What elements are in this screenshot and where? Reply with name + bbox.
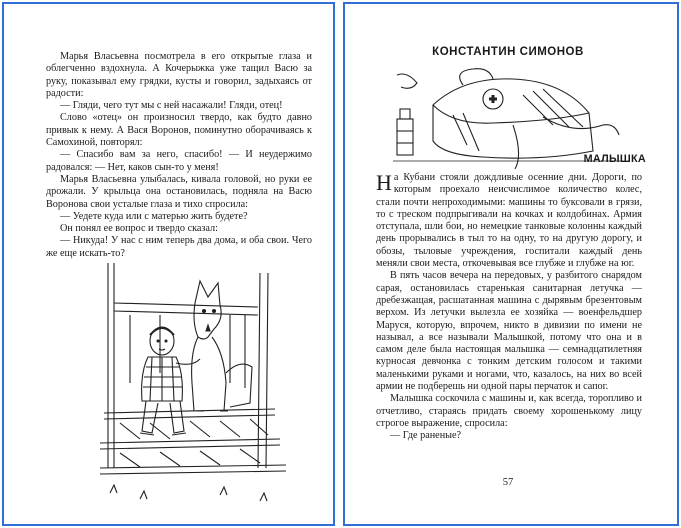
book-gutter — [336, 0, 342, 528]
paragraph: — Спасибо вам за него, спасибо! — И неудержимо радовался: — Нет, каков сын-то у меня! — [46, 149, 312, 173]
paragraph: — Гляди, чего тут мы с ней насажали! Гляди, отец! — [60, 100, 283, 112]
paragraph — [376, 172, 642, 270]
paragraph: Марья Власьевна улыбалась, кивала головой, но руки ее дрожали. У крыльца она остановилась, подняла на Васю Воронова свои усталые глаза и тихо спросила: — [46, 173, 312, 210]
paragraph: — Никуда! У нас с ним теперь два дома, и оба свои. Чего же еще искать-то? — [46, 235, 312, 259]
illustration-boy-and-dog — [100, 263, 290, 513]
paragraph: Он понял ее вопрос и твердо сказал: — [60, 223, 218, 235]
paragraph: — Где раненые? — [390, 430, 462, 442]
drop-cap: Н — [376, 170, 392, 195]
paragraph: — Уедете куда или с матерью жить будете? — [60, 210, 248, 222]
story-title: МАЛЫШКА — [583, 153, 646, 165]
paragraph-text: а Кубани стояли дождливые осенние дни. Дороги, по которым проехало неисчислимое количество колес, стали почти непроходимыми: машины то буксовали в грязи, то с треском подпрыгивали на кочках и колдобинах. Армия отступала, шли бои, но немецкие танковые колонны каждый день прорывались в тыл то на одну, то на другую дорогу, и обозы, тыловые учреждения, госпитали каждый день меняли свои места, откочевывая все глубже и глубже на юг. — [376, 172, 642, 270]
paragraph: Марья Власьевна посмотрела в его открытые глаза и облегченно вздохнула. А Кочерыжка уже тащил Васю за руку, показывал ему грядки, кусты и говорил, задыхаясь от радости: — [46, 51, 312, 99]
paragraph: В пять часов вечера на передовых, у разбитого снарядом сарая, остановилась старенькая санитарная летучка — дребезжащая, расшатанная машина с дырявым брезентовым верхом. Из летучки вылезла ее хозяйка — военфельдшер Маруся, которую, впрочем, никто в дивизии по имени не называл, а все называли Малышкой, потому что она и в самом деле была настоящая малышка — семнадцатилетняя курносая девчонка с тонким детским голосом и такими маленькими руками и ногами, что, казалось, на них во всей армии не подберешь ни одной пары перчаток и сапог. — [376, 270, 642, 393]
left-page-text — [46, 51, 312, 260]
paragraph: Слово «отец» он произносил твердо, как будто давно привык к нему. А Вася Воронов, поминутно оборачиваясь к Самохиной, повторял: — [46, 112, 312, 149]
right-page-text — [376, 172, 642, 443]
page-number: 57 — [502, 477, 514, 488]
author-name: КОНСТАНТИН СИМОНОВ — [432, 46, 584, 58]
paragraph: Малышка соскочила с машины и, как всегда, торопливо и отчетливо, стараясь придать своему хорошенькому лицу строгое выражение, спросила: — [376, 393, 642, 429]
